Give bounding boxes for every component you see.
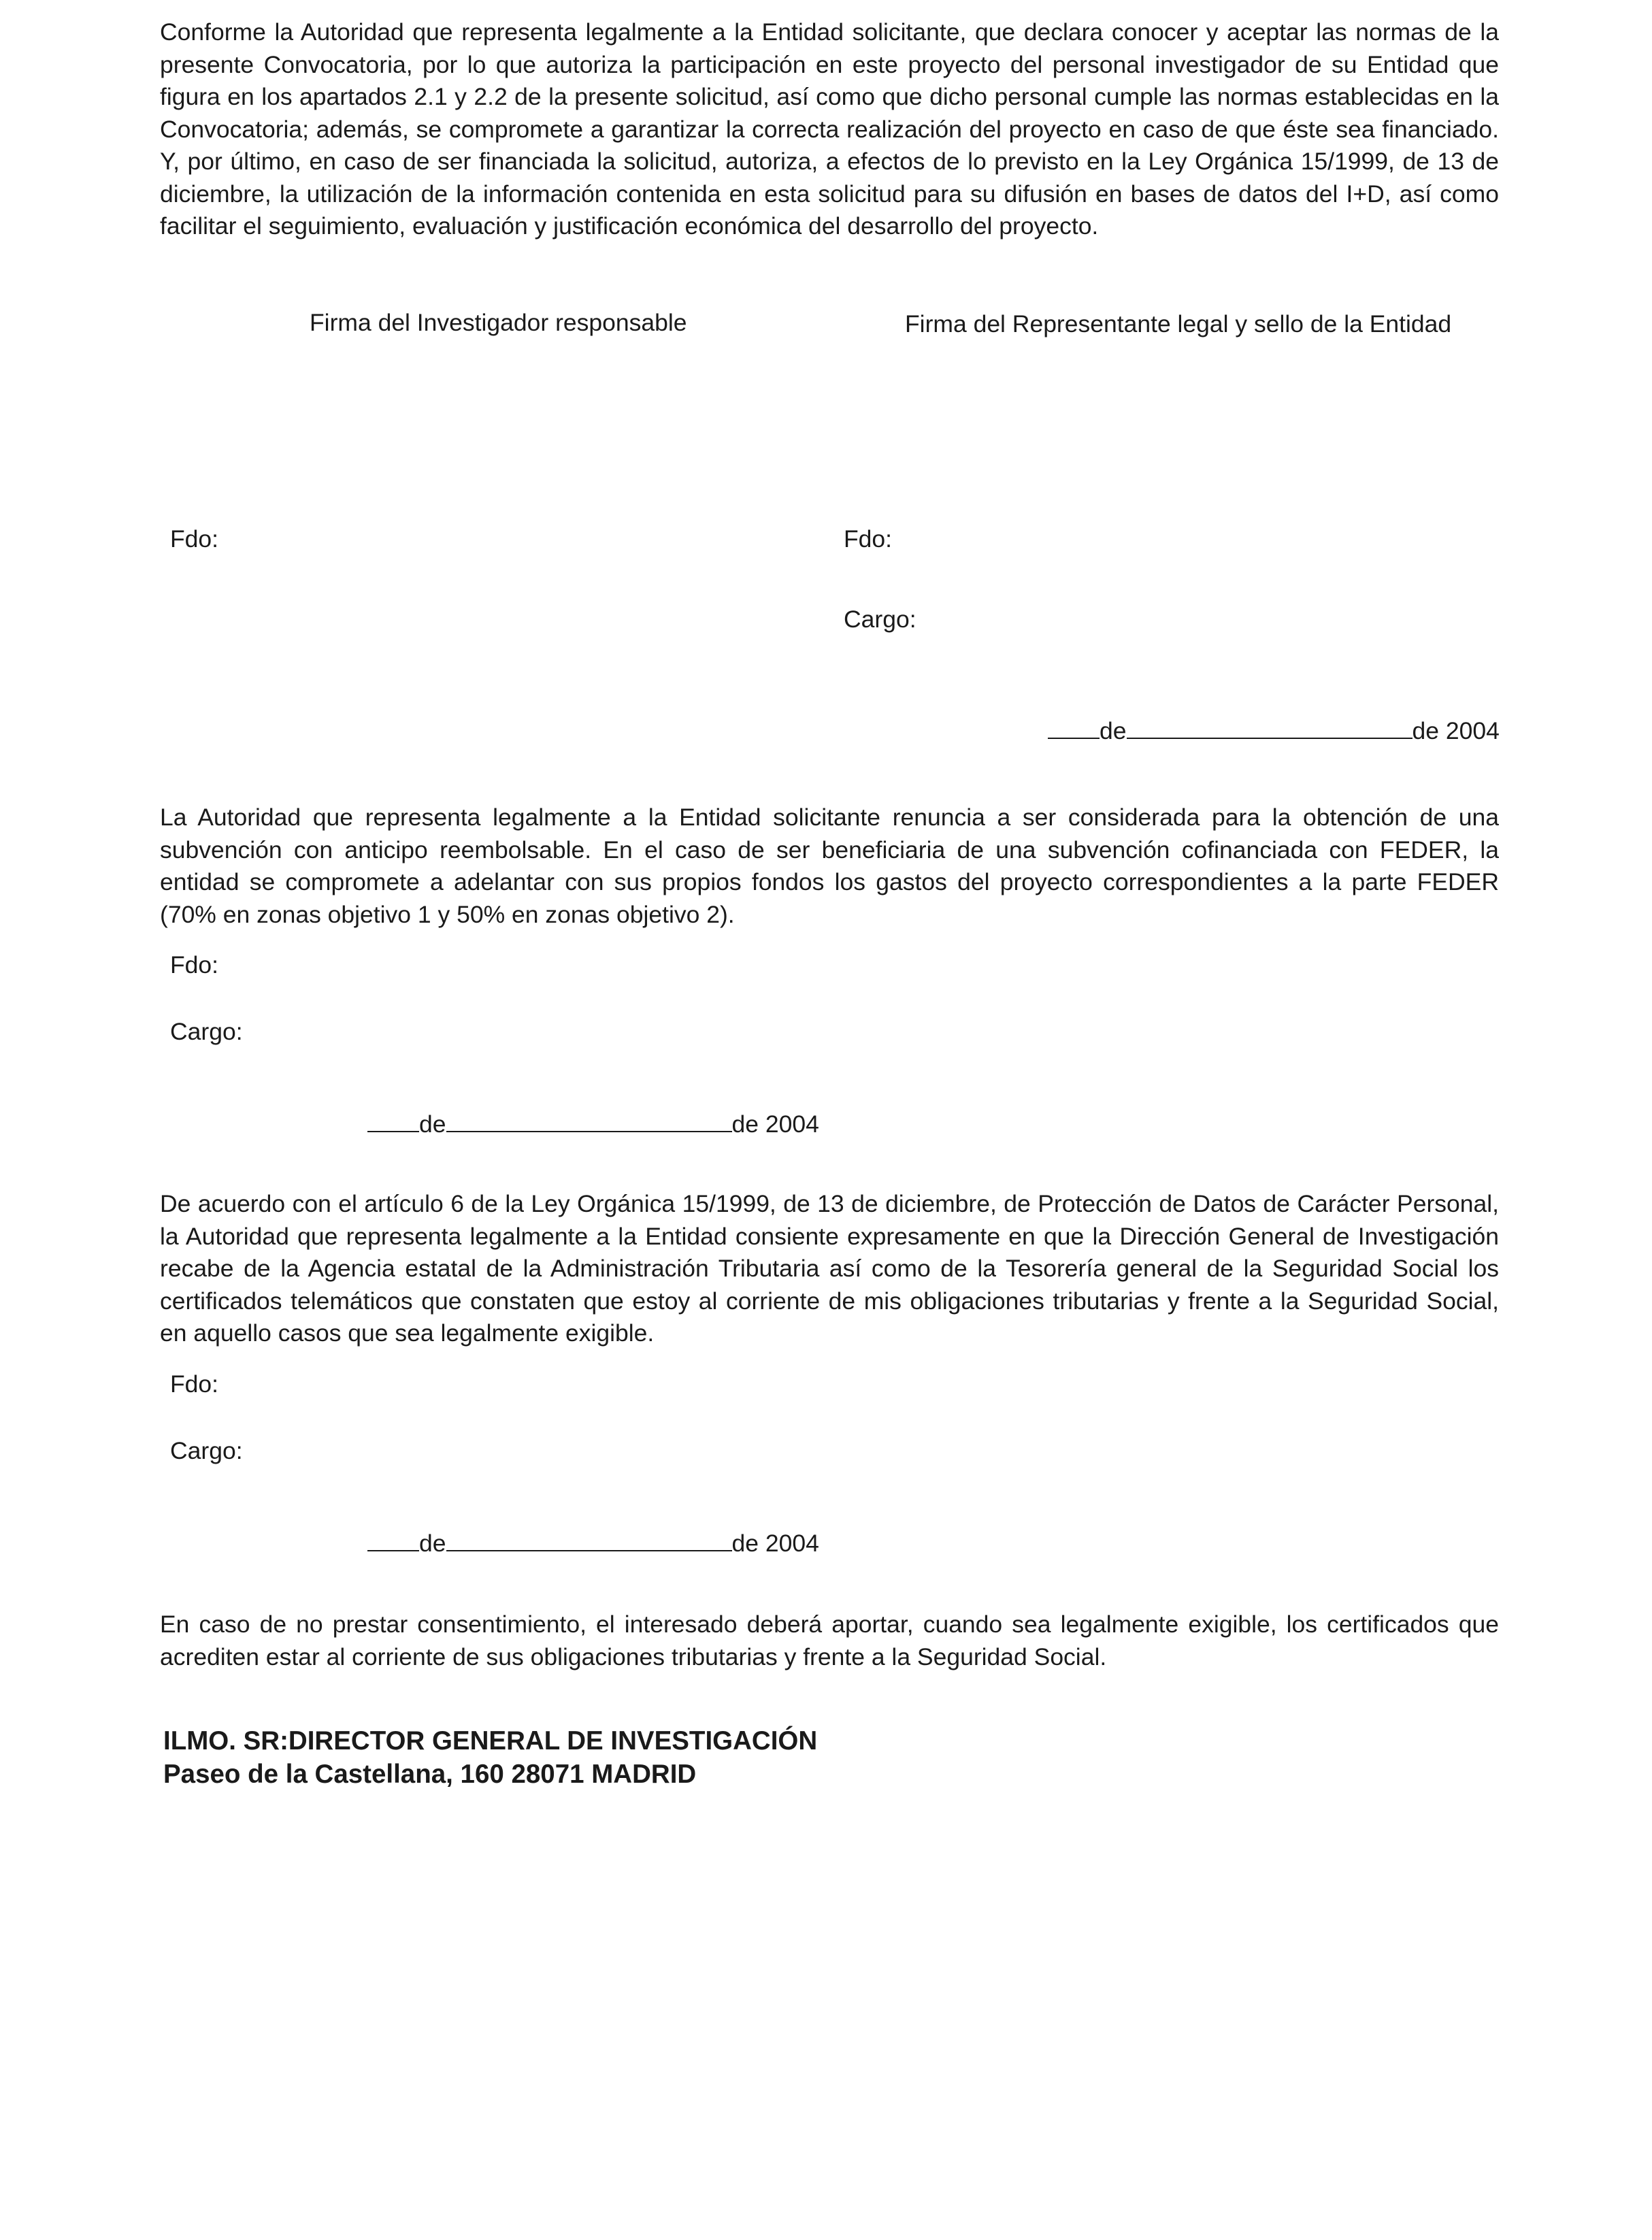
date-year: de 2004 (1412, 717, 1500, 744)
addressee-address: Paseo de la Castellana, 160 28071 MADRID (163, 1760, 697, 1789)
waiver-fdo-label: Fdo: (170, 951, 219, 978)
representative-cargo-label: Cargo: (844, 606, 916, 633)
data-protection-paragraph: De acuerdo con el artículo 6 de la Ley Orgánica 15/1999, de 13 de diciembre, de Protección de Datos de Carácter Personal, la Autoridad que representa legalmente a la Entidad consiente expresamente en que la Dirección General de Investigación recabe de la Agencia estatal de la Administración Tributaria así como de la Tesorería general de la Seguridad Social los certificados telemáticos que constaten que estoy al corriente de mis obligaciones tributarias y frente a la Seguridad Social, en aquello casos que sea legalmente exigible. (160, 1190, 1499, 1347)
waiver-paragraph: La Autoridad que representa legalmente a la Entidad solicitante renuncia a ser considerada para la obtención de una subvención con anticipo reembolsable. En el caso de ser beneficiaria de una subvención cofinanciada con FEDER, la entidad se compromete a adelantar con sus propios fondos los gastos del proyecto correspondientes a la parte FEDER (70% en zonas objetivo 1 y 50% en zonas objetivo 2). (160, 804, 1499, 928)
date-year: de 2004 (731, 1530, 819, 1557)
date-year: de 2004 (731, 1110, 819, 1138)
date-de: de (419, 1530, 446, 1557)
signature-date-line (1048, 716, 1500, 746)
data-protection-fdo-label: Fdo: (170, 1370, 219, 1398)
representative-fdo-label: Fdo: (844, 525, 893, 553)
investigator-fdo-label: Fdo: (170, 525, 219, 553)
date-de: de (419, 1110, 446, 1138)
month-blank (446, 1530, 732, 1551)
waiver-date-line (367, 1109, 819, 1139)
month-blank (446, 1110, 732, 1132)
date-de: de (1100, 717, 1127, 744)
addressee-title: ILMO. SR:DIRECTOR GENERAL DE INVESTIGACIÓN (163, 1726, 818, 1756)
month-blank (1127, 717, 1413, 739)
day-blank (367, 1110, 419, 1132)
day-blank (1048, 717, 1100, 739)
investigator-signature-heading: Firma del Investigador responsable (310, 309, 687, 336)
day-blank (367, 1530, 419, 1551)
data-protection-date-line (367, 1528, 819, 1558)
no-consent-paragraph: En caso de no prestar consentimiento, el interesado deberá aportar, cuando sea legalmente exigible, los certificados que acrediten estar al corriente de sus obligaciones tributarias y frente a la Seguridad Social. (160, 1611, 1499, 1670)
data-protection-cargo-label: Cargo: (170, 1437, 243, 1464)
waiver-cargo-label: Cargo: (170, 1018, 243, 1045)
consent-paragraph: Conforme la Autoridad que representa legalmente a la Entidad solicitante, que declara conocer y aceptar las normas de la presente Convocatoria, por lo que autoriza la participación en este proyecto del personal investigador de su Entidad que figura en los apartados 2.1 y 2.2 de la presente solicitud, así como que dicho personal cumple las normas establecidas en la Convocatoria; además, se compromete a garantizar la correcta realización del proyecto en caso de que éste sea financiado. Y, por último, en caso de ser financiada la solicitud, autoriza, a efectos de lo previsto en la Ley Orgánica 15/1999, de 13 de diciembre, la utilización de la información contenida en esta solicitud para su difusión en bases de datos del I+D, así como facilitar el seguimiento, evaluación y justificación económica del desarrollo del proyecto. (160, 18, 1499, 240)
representative-signature-heading: Firma del Representante legal y sello de la Entidad (905, 310, 1452, 337)
